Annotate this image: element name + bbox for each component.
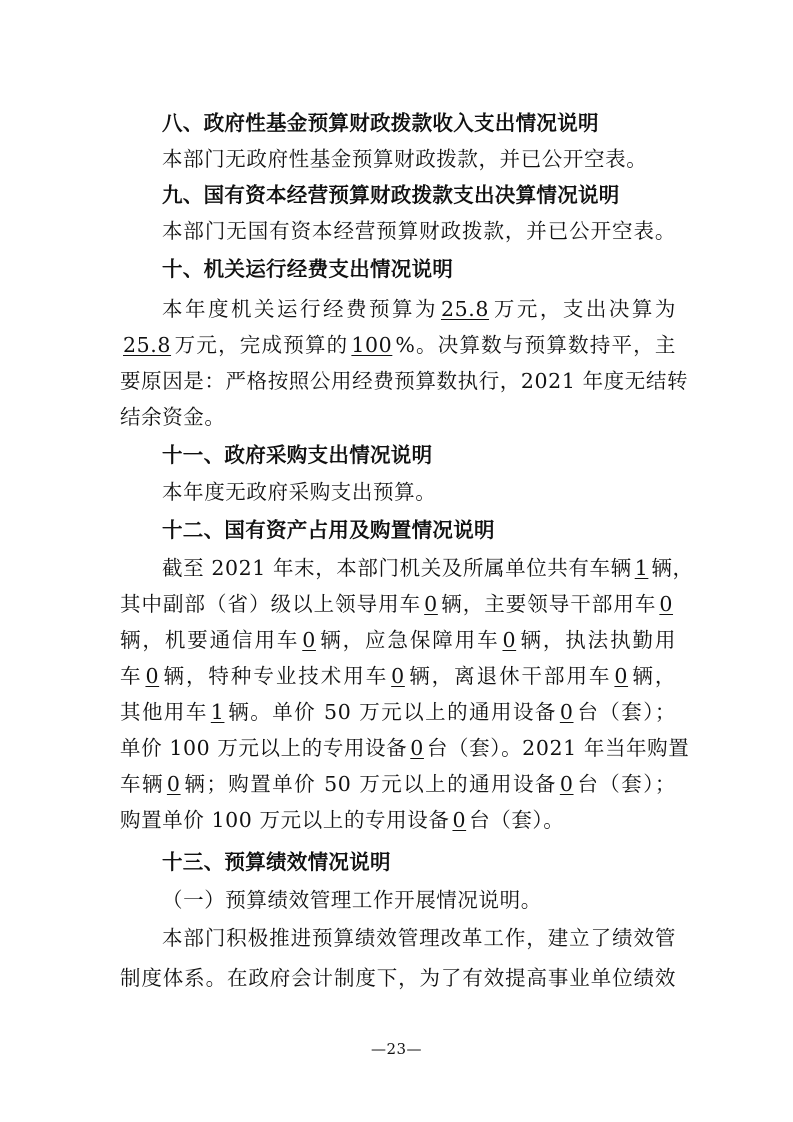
text-segment: 辆，执法执勤用 — [519, 628, 676, 652]
value-vehicles-total: 1 — [634, 556, 649, 580]
paragraph-line — [120, 620, 676, 660]
text-segment: 万元，完成预算的 — [174, 333, 349, 357]
text-segment: 其他用车 — [120, 700, 208, 724]
paragraph-line — [120, 584, 676, 624]
value-vehicles-emergency: 0 — [502, 628, 517, 652]
heading-section-9: 九、国有资本经营预算财政拨款支出决算情况说明 — [162, 183, 620, 207]
text-segment: 辆， — [631, 664, 676, 688]
text-segment: 辆。单价 50 万元以上的通用设备 — [227, 700, 557, 724]
value-final: 25.8 — [123, 333, 172, 357]
value-vehicles-law: 0 — [145, 664, 160, 688]
paragraph-line — [120, 800, 676, 840]
paragraph-line: 制度体系。在政府会计制度下，为了有效提高事业单位绩效 — [120, 966, 676, 990]
value-vehicles-other: 1 — [210, 700, 225, 724]
paragraph-line — [120, 764, 676, 804]
body-section-11: 本年度无政府采购支出预算。 — [162, 480, 437, 504]
text-segment: 其中副部（省）级以上领导用车 — [120, 592, 422, 616]
text-segment: 台（套）； — [576, 700, 676, 724]
text-segment: %。决算数与预算数持平，主 — [395, 333, 676, 357]
text-segment: 车辆 — [120, 772, 164, 796]
paragraph-line — [120, 692, 676, 732]
text-segment: 辆， — [651, 556, 694, 580]
text-segment: 辆，特种专业技术用车 — [162, 664, 389, 688]
text-segment: 购置单价 100 万元以上的专用设备 — [120, 808, 450, 832]
value-general-equip-50: 0 — [559, 700, 574, 724]
heading-section-13: 十三、预算绩效情况说明 — [162, 850, 391, 874]
text-segment: 辆；购置单价 50 万元以上的通用设备 — [183, 772, 557, 796]
text-segment: 台（套）。 — [469, 808, 565, 832]
text-segment: 截至 2021 年末，本部门机关及所属单位共有车辆 — [162, 556, 632, 580]
paragraph-line: 结余资金。 — [120, 405, 226, 429]
paragraph-line: 本部门积极推进预算绩效管理改革工作，建立了绩效管 — [162, 926, 676, 950]
value-purchased-special-100: 0 — [452, 808, 467, 832]
heading-section-8: 八、政府性基金预算财政拨款收入支出情况说明 — [162, 111, 599, 135]
body-section-9: 本部门无国有资本经营预算财政拨款，并已公开空表。 — [162, 219, 676, 243]
text-segment: 万元，支出决算为 — [492, 297, 676, 321]
body-section-8: 本部门无政府性基金预算财政拨款，并已公开空表。 — [162, 147, 648, 171]
value-vehicles-senior: 0 — [424, 592, 438, 616]
paragraph-line — [162, 548, 694, 588]
paragraph-line — [162, 289, 676, 329]
text-segment: 辆，机要通信用车 — [120, 628, 300, 652]
value-purchased-vehicles: 0 — [166, 772, 181, 796]
text-segment: 台（套）。2021 年当年购置 — [426, 736, 690, 760]
text-segment: 辆，应急保障用车 — [318, 628, 500, 652]
text-segment: 辆，离退休干部用车 — [407, 664, 612, 688]
text-segment: 辆，主要领导干部用车 — [440, 592, 657, 616]
value-purchased-general-50: 0 — [559, 772, 574, 796]
heading-section-12: 十二、国有资产占用及购置情况说明 — [162, 518, 495, 542]
paragraph-line: 要原因是：严格按照公用经费预算数执行，2021 年度无结转 — [120, 369, 689, 393]
text-segment: 车 — [120, 664, 143, 688]
value-budget: 25.8 — [440, 297, 490, 321]
text-segment: 台（套）； — [576, 772, 677, 796]
paragraph-line — [120, 728, 690, 768]
value-vehicles-comm: 0 — [302, 628, 316, 652]
heading-section-10: 十、机关运行经费支出情况说明 — [162, 257, 454, 281]
paragraph-line — [120, 656, 676, 696]
value-percent: 100 — [351, 333, 393, 357]
value-vehicles-special: 0 — [391, 664, 405, 688]
value-vehicles-retired: 0 — [614, 664, 629, 688]
text-segment: 本年度机关运行经费预算为 — [162, 297, 438, 321]
paragraph-line — [120, 325, 676, 365]
heading-section-11: 十一、政府采购支出情况说明 — [162, 443, 433, 467]
value-special-equip-100: 0 — [410, 736, 424, 760]
page-number: —23— — [370, 1040, 423, 1058]
text-segment: 单价 100 万元以上的专用设备 — [120, 736, 408, 760]
subheading-section-13-1: （一）预算绩效管理工作开展情况说明。 — [162, 888, 542, 912]
value-vehicles-main-leader: 0 — [659, 592, 674, 616]
